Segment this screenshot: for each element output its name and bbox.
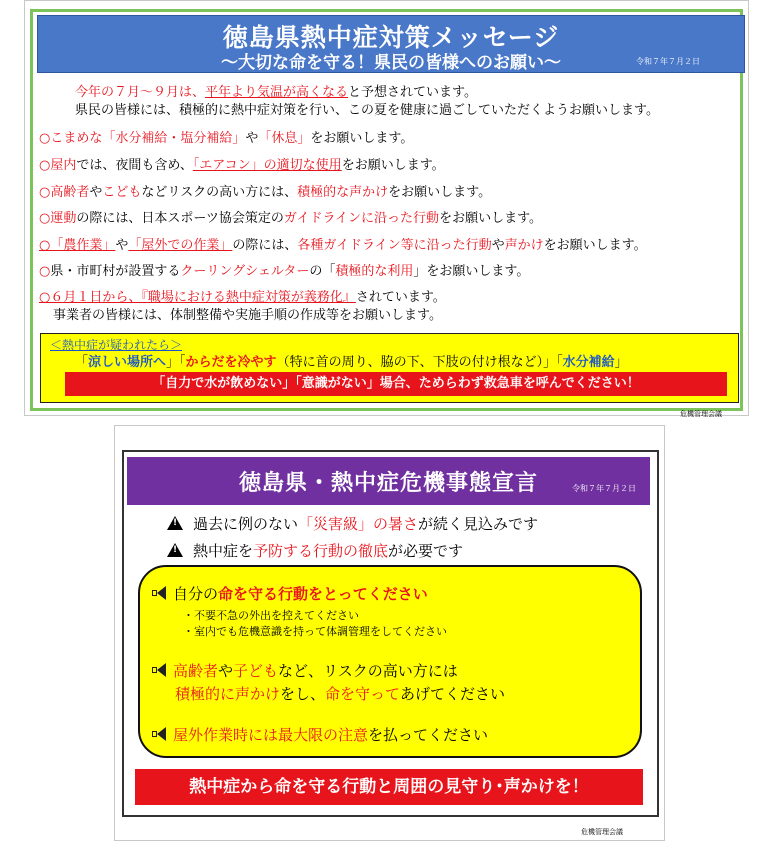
- declaration-title: 徳島県・熱中症危機事態宣言: [238, 471, 538, 496]
- declaration-header: [127, 457, 650, 505]
- top-notice-subtitle: ～大切な命を守る！県民の皆様へのお願い～: [221, 53, 561, 73]
- request-item-exercise: ○運動の際には、日本スポーツ協会策定のガイドラインに沿った行動をお願いします。: [39, 211, 543, 226]
- action-check-on-others-line2: 積極的に声かけをし、命を守ってあげてください: [175, 685, 506, 703]
- warning-line-2: !熱中症を予防する行動の徹底が必要です: [167, 540, 463, 561]
- heatstroke-tips-box: [40, 333, 739, 403]
- request-item-elderly: ○高齢者やこどもなどリスクの高い方には、積極的な声かけをお願いします。: [39, 185, 492, 200]
- top-notice-footer: 危機管理会議: [680, 410, 722, 418]
- megaphone-icon: [152, 586, 170, 600]
- tips-title: ＜熱中症が疑われたら＞: [50, 338, 183, 352]
- request-item-workplace: ○６月１日から、『職場における熱中症対策が義務化』されています。: [39, 290, 446, 305]
- top-notice-header: [37, 15, 745, 73]
- action-sub-item: ・不要不急の外出を控えてください: [183, 609, 359, 622]
- action-check-on-others: 高齢者や子どもなど、リスクの高い方には: [152, 660, 458, 681]
- request-item-cooling-shelter: ○県・市町村が設置するクーリングシェルターの「積極的な利用」をお願いします。: [39, 264, 530, 279]
- action-sub-item: ・室内でも危機意識を持って体調管理をしてください: [183, 625, 447, 638]
- action-protect-self: 自分の命を守る行動をとってください: [152, 583, 428, 604]
- request-item-aircon: ○屋内では、夜間も含め、「エアコン」の適切な使用をお願いします。: [39, 158, 445, 173]
- declaration-banner: 熱中症から命を守る行動と周囲の見守り･声かけを！: [135, 769, 643, 805]
- request-item-outdoor-work: ○「農作業」や「屋外での作業」の際には、各種ガイドライン等に沿った行動や声かけをお願いします。: [39, 238, 647, 253]
- megaphone-icon: [152, 727, 170, 741]
- action-outdoor-work: 屋外作業時には最大限の注意を払ってください: [152, 724, 488, 745]
- request-item-hydration: ○こまめな「水分補給・塩分補給」や「休息」をお願いします。: [39, 131, 414, 146]
- warning-line-1: !過去に例のない「災害級」の暑さが続く見込みです: [167, 513, 538, 534]
- tips-actions: 「涼しい場所へ」「からだを冷やす（特に首の周り、脇の下、下肢の付け根など）」「水分補給」: [75, 355, 628, 370]
- intro-line-2: 県民の皆様には、積極的に熱中症対策を行い、この夏を健康に過ごしていただくようお願いします。: [75, 103, 659, 118]
- warning-triangle-icon: [167, 543, 183, 557]
- warning-triangle-icon: [167, 516, 183, 530]
- top-notice-date: 令和７年７月２日: [636, 57, 700, 66]
- megaphone-icon: [152, 663, 170, 677]
- request-item-workplace-detail: 事業者の皆様には、体制整備や実施手順の作成等をお願いします。: [53, 308, 442, 323]
- top-notice-title: 徳島県熱中症対策メッセージ: [222, 23, 560, 52]
- ambulance-warning: 「自力で水が飲めない」「意識がない」場合、ためらわず救急車を呼んでください！: [65, 372, 727, 396]
- declaration-footer: 危機管理会議: [581, 828, 623, 836]
- declaration-date: 令和７年７月２日: [572, 484, 636, 493]
- intro-line-1: 今年の７月～９月は、平年より気温が高くなると予想されています。: [75, 85, 477, 100]
